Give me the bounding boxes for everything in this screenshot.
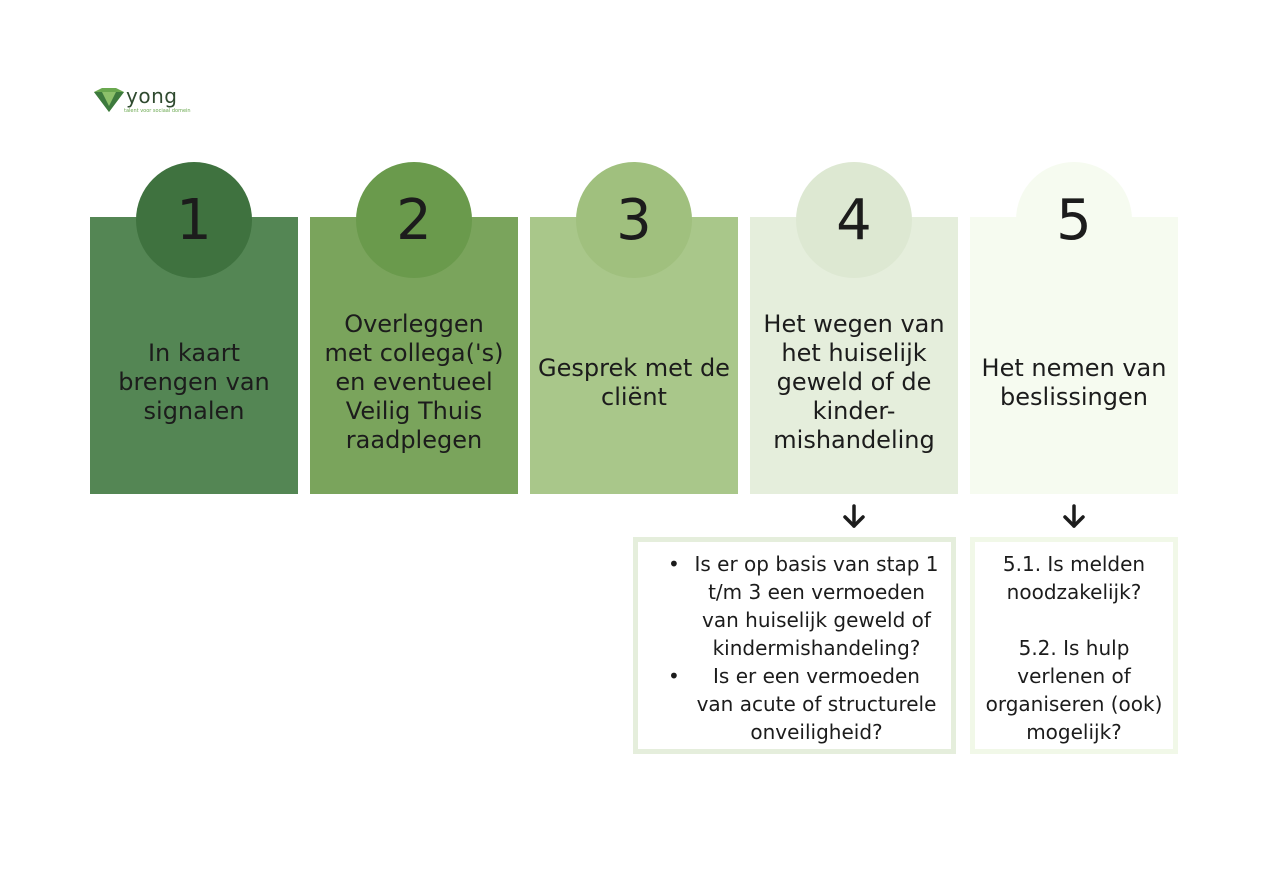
step-3-card (530, 187, 738, 494)
arrow-down-icon (842, 504, 866, 530)
step-label: Overleggen met collega('s) en eventueel Veilig Thuis raadplegen (324, 310, 504, 454)
step-label: Het nemen van beslissingen (981, 353, 1167, 411)
step-4-card (750, 187, 958, 494)
step-label: In kaart brengen van signalen (118, 339, 270, 425)
step-number: 2 (356, 162, 472, 278)
step-number: 1 (136, 162, 252, 278)
step-5-details (970, 537, 1178, 754)
detail-question: • Is er een vermoeden van acute of structurele onveiligheid? (646, 662, 941, 746)
step-number: 3 (576, 162, 692, 278)
detail-question: 5.1. Is melden noodzakelijk? (1002, 552, 1146, 604)
diamond-logo-icon (94, 88, 124, 112)
logo-wordmark: yong (126, 84, 178, 108)
step-label: Het wegen van het huiselijk geweld of de kinder-mishandeling (763, 310, 945, 454)
step-number: 5 (1016, 162, 1132, 278)
step-number: 4 (796, 162, 912, 278)
step-label: Gesprek met de cliënt (538, 353, 730, 411)
detail-question: • Is er op basis van stap 1 t/m 3 een vermoeden van huiselijk geweld of kindermishandeling? (646, 550, 941, 662)
yong-logo (94, 84, 194, 118)
arrow-down-icon (1062, 504, 1086, 530)
step-1-card (90, 187, 298, 494)
step-4-details (633, 537, 956, 754)
step-5-card (970, 187, 1178, 494)
step-2-card (310, 187, 518, 494)
logo-tagline: talent voor sociaal domein (124, 108, 191, 114)
detail-question: 5.2. Is hulp verlenen of organiseren (ook) mogelijk? (985, 636, 1163, 744)
